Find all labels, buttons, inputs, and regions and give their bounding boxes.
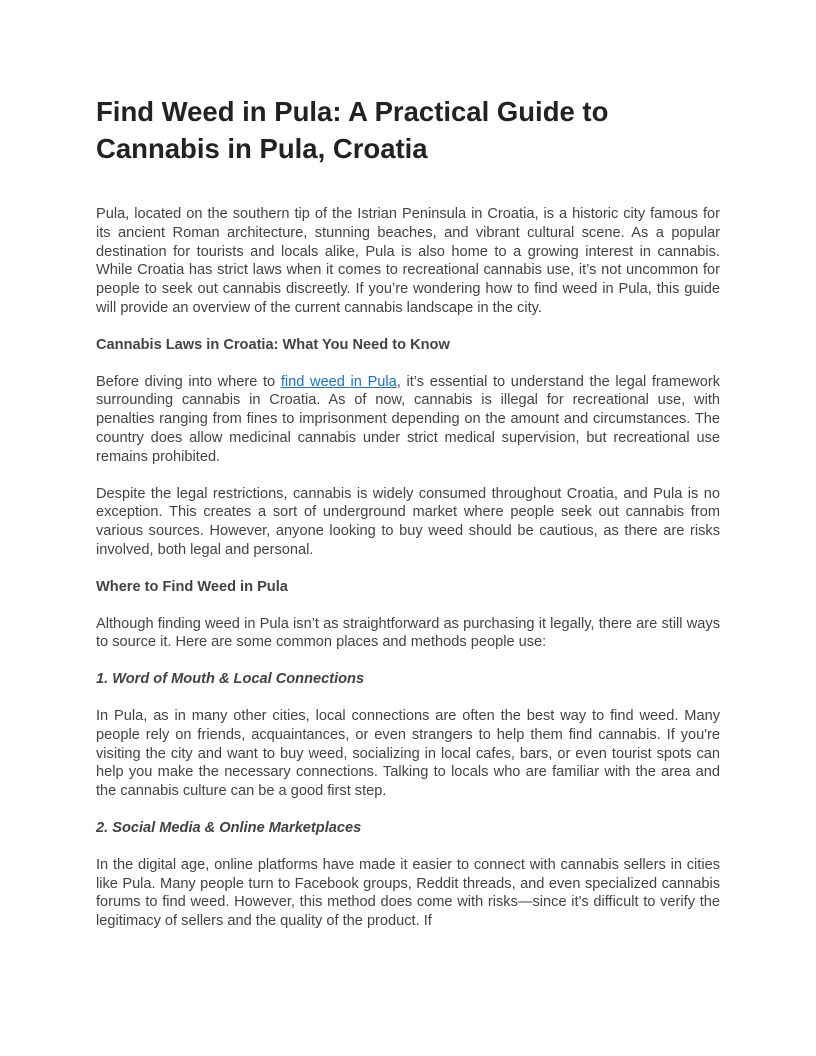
intro-paragraph: Pula, located on the southern tip of the Istrian Peninsula in Croatia, is a historic city famous for its ancient Roman architecture, stunning beaches, and vibrant cultural scene. As a popular destination for tourists and locals alike, Pula is also home to a growing interest in cannabis. While Croatia has strict laws when it comes to recreational cannabis use, it’s not uncommon for people to seek out cannabis discreetly. If you’re wondering how to find weed in Pula, this guide will provide an overview of the current cannabis landscape in the city. (96, 206, 720, 316)
laws-p1-text-after: , it’s essential to understand the legal framework surrounding cannabis in Croatia. As of now, cannabis is illegal for recreational use, with penalties ranging from fines to imprisonment depending on the amount and circumstances. The country does allow medicinal cannabis under strict medical supervision, but recreational use remains prohibited. (96, 373, 720, 465)
subheading-word-of-mouth: 1. Word of Mouth & Local Connections (96, 671, 365, 688)
laws-p1-text-before: Before diving into where to (96, 373, 281, 390)
section-heading-laws: Cannabis Laws in Croatia: What You Need to Know (96, 336, 450, 353)
where-paragraph-1: Although finding weed in Pula isn’t as straightforward as purchasing it legally, there are still ways to source it. Here are some common places and methods people use: (96, 615, 720, 651)
laws-paragraph-2: Despite the legal restrictions, cannabis is widely consumed throughout Croatia, and Pula is no exception. This creates a sort of underground market where people seek out cannabis from various sources. However, anyone looking to buy weed should be cautious, as there are risks involved, both legal and personal. (96, 485, 720, 558)
section-heading-where: Where to Find Weed in Pula (96, 578, 288, 595)
laws-paragraph-1 (96, 373, 720, 467)
word-of-mouth-paragraph: In Pula, as in many other cities, local connections are often the best way to find weed. Many people rely on friends, acquaintances, or even strangers to help them find cannabis. If you're visiting the city and want to buy weed, socializing in local cafes, bars, or even tourist spots can help you make the necessary connections. Talking to locals who are familiar with the area and the cannabis culture can be a good first step. (96, 707, 720, 800)
social-media-paragraph: In the digital age, online platforms have made it easier to connect with cannabis sellers in cities like Pula. Many people turn to Facebook groups, Reddit threads, and even specialized cannabis forums to find weed. However, this method does come with risks—since it's difficult to verify the legitimacy of sellers and the quality of the product. If (96, 856, 720, 930)
page-title: Find Weed in Pula: A Practical Guide to Cannabis in Pula, Croatia (96, 96, 609, 164)
subheading-social-media: 2. Social Media & Online Marketplaces (96, 819, 362, 836)
find-weed-link[interactable]: find weed in Pula (280, 373, 397, 390)
